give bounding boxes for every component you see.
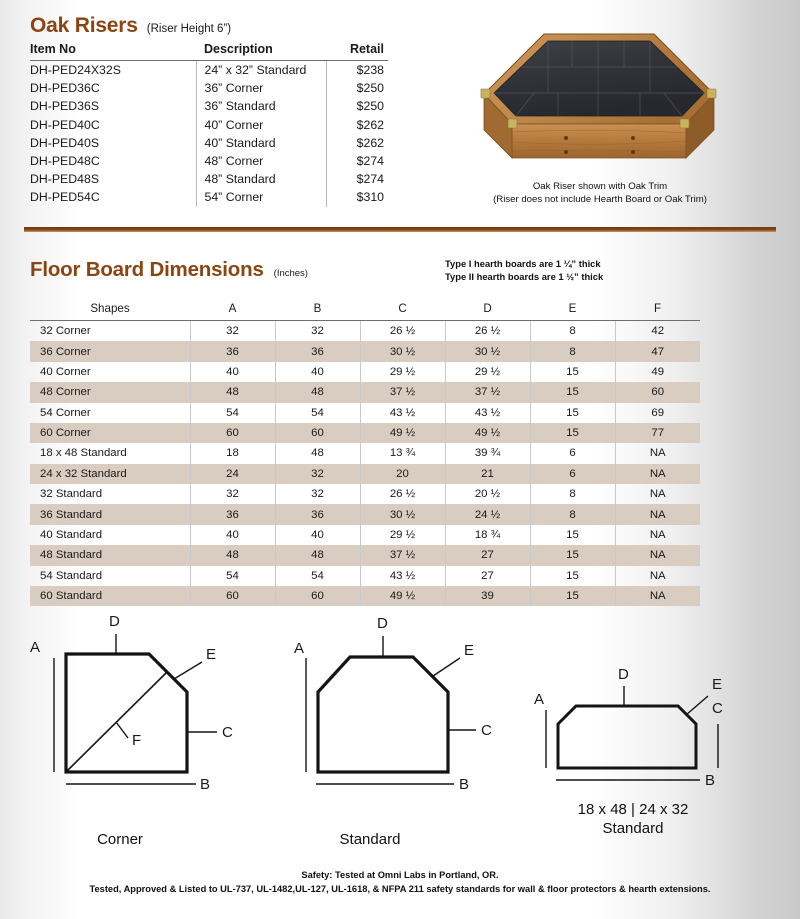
cell-c: 37 ½	[360, 545, 445, 565]
units-note: (Inches)	[273, 268, 308, 279]
column-header-shapes: Shapes	[30, 302, 190, 321]
cell-shape: 60 Corner	[30, 423, 190, 443]
cell-a: 24	[190, 464, 275, 484]
oak-riser-photo	[448, 18, 748, 178]
diagram-standard-label-b: B	[459, 776, 470, 793]
table-row	[30, 484, 700, 504]
cell-f: 47	[615, 341, 700, 361]
cell-f: 49	[615, 362, 700, 382]
cell-e: 15	[530, 423, 615, 443]
cell-b: 48	[275, 545, 360, 565]
photo-caption	[440, 181, 760, 206]
table-row	[30, 321, 700, 342]
cell-b: 40	[275, 525, 360, 545]
cell-f: NA	[615, 545, 700, 565]
cell-shape: 32 Corner	[40, 325, 91, 338]
table-row	[30, 134, 388, 152]
floor-board-heading	[30, 258, 308, 282]
cell-d: 39	[445, 586, 530, 606]
cell-retail: $262	[326, 116, 388, 134]
column-header-a: A	[190, 302, 275, 321]
cell-retail: $274	[326, 170, 388, 188]
type-note-line1: Type I hearth boards are 1 ¼” thick	[445, 258, 601, 269]
cell-retail: $262	[326, 134, 388, 152]
cell-c: 29 ½	[360, 362, 445, 382]
cell-a: 36	[190, 341, 275, 361]
column-header-e: E	[530, 302, 615, 321]
cell-b: 60	[275, 586, 360, 606]
table-row	[30, 403, 700, 423]
cell-b: 40	[275, 362, 360, 382]
diagram-corner-label-b: B	[200, 776, 211, 793]
cell-shape: 60 Standard	[30, 586, 190, 606]
cell-e: 15	[530, 403, 615, 423]
cell-e: 8	[530, 484, 615, 504]
table-row	[30, 423, 700, 443]
cell-b: 48	[275, 443, 360, 463]
cell-f: 77	[615, 423, 700, 443]
cell-d: 37 ½	[445, 382, 530, 402]
riser-height-note: (Riser Height 6”)	[146, 23, 232, 35]
diagram-corner-label-d: D	[109, 613, 120, 630]
cell-d: 26 ½	[445, 321, 530, 342]
cell-d: 49 ½	[445, 423, 530, 443]
cell-b: 48	[275, 382, 360, 402]
cell-e: 8	[530, 504, 615, 524]
cell-item-no: DH-PED24X32S	[30, 63, 121, 78]
table-row	[30, 97, 388, 115]
cell-f: NA	[615, 464, 700, 484]
oak-risers-section	[0, 0, 800, 215]
photo-caption-line2: (Riser does not include Hearth Board or Oak Trim)	[493, 193, 707, 205]
cell-f: NA	[615, 586, 700, 606]
cell-item-no: DH-PED40S	[30, 135, 100, 150]
cell-b: 32	[275, 484, 360, 504]
cell-item-no: DH-PED40C	[30, 117, 100, 132]
footer-line2: Tested, Approved & Listed to UL-737, UL-1482,UL-127, UL-1618, & NFPA 211 safety standards for wall & floor protectors & hearth extensions.	[89, 884, 711, 894]
cell-e: 15	[530, 362, 615, 382]
cell-e: 15	[530, 545, 615, 565]
cell-shape: 54 Standard	[40, 569, 103, 582]
table-row	[30, 61, 388, 80]
cell-shape: 48 Corner	[30, 382, 190, 402]
hearth-type-notes	[445, 258, 603, 283]
cell-description: 54” Corner	[196, 188, 326, 206]
cell-b: 60	[275, 423, 360, 443]
cell-e: 8	[530, 341, 615, 361]
cell-a: 54	[190, 403, 275, 423]
cell-c: 20	[360, 464, 445, 484]
shape-diagrams-section	[0, 606, 800, 856]
diagram-corner	[24, 612, 274, 817]
cell-item-no: DH-PED48C	[30, 154, 100, 169]
cell-shape: 18 x 48 Standard	[40, 447, 127, 460]
diagram-wide-standard-caption	[528, 800, 738, 838]
table-header-row	[30, 42, 388, 61]
cell-c: 26 ½	[360, 321, 445, 342]
table-row	[30, 586, 700, 606]
table-row	[30, 188, 388, 206]
cell-c: 26 ½	[360, 484, 445, 504]
oak-risers-heading	[30, 14, 231, 38]
cell-shape: 54 Corner	[40, 406, 91, 419]
diagram-wide-label-b: B	[705, 772, 716, 789]
cell-d: 27	[445, 545, 530, 565]
cell-a: 32	[190, 321, 275, 342]
cell-f: NA	[615, 484, 700, 504]
diagram-wide-label-d: D	[618, 666, 629, 683]
cell-d: 24 ½	[445, 504, 530, 524]
cell-description: 36” Corner	[196, 79, 326, 97]
cell-item-no: DH-PED48S	[30, 172, 100, 187]
cell-f: 42	[615, 321, 700, 342]
table-row	[30, 525, 700, 545]
cell-e: 6	[530, 464, 615, 484]
cell-shape: 40 Corner	[40, 365, 91, 378]
cell-retail: $250	[326, 79, 388, 97]
diagram-standard-label-c: C	[481, 722, 492, 739]
diagram-wide-label-a: A	[534, 691, 545, 708]
diagram-wide-standard	[528, 666, 778, 821]
cell-retail: $274	[326, 152, 388, 170]
diagram-standard-caption: Standard	[339, 831, 401, 848]
cell-a: 48	[190, 382, 275, 402]
cell-c: 49 ½	[360, 586, 445, 606]
diagram-corner-label-e: E	[206, 646, 217, 663]
diagram-standard-label-d: D	[377, 615, 388, 632]
cell-c: 43 ½	[360, 566, 445, 586]
cell-e: 15	[530, 566, 615, 586]
column-header-d: D	[445, 302, 530, 321]
diagram-corner-label-a: A	[30, 639, 41, 656]
cell-a: 48	[190, 545, 275, 565]
table-row	[30, 362, 700, 382]
cell-b: 36	[275, 504, 360, 524]
cell-d: 18 ¾	[445, 525, 530, 545]
table-row	[30, 170, 388, 188]
cell-description: 24” x 32” Standard	[196, 61, 326, 80]
cell-a: 40	[190, 525, 275, 545]
column-header-f: F	[615, 302, 700, 321]
cell-a: 32	[190, 484, 275, 504]
cell-b: 32	[275, 464, 360, 484]
column-header-c: C	[360, 302, 445, 321]
cell-item-no: DH-PED54C	[30, 190, 100, 205]
cell-shape: 40 Standard	[40, 528, 103, 541]
cell-description: 40” Corner	[196, 116, 326, 134]
cell-description: 48” Corner	[196, 152, 326, 170]
oak-risers-table-body	[30, 61, 388, 207]
table-row	[30, 79, 388, 97]
cell-retail: $238	[326, 61, 388, 80]
cell-a: 18	[190, 443, 275, 463]
cell-d: 27	[445, 566, 530, 586]
cell-shape: 32 Standard	[40, 488, 103, 501]
cell-f: NA	[615, 566, 700, 586]
cell-retail: $250	[326, 97, 388, 115]
cell-item-no: DH-PED36C	[30, 81, 100, 96]
cell-d: 30 ½	[445, 341, 530, 361]
section-title: Floor Board Dimensions	[30, 258, 264, 281]
cell-f: 69	[615, 403, 700, 423]
diagram-wide-label-c: C	[712, 700, 723, 717]
cell-b: 54	[275, 566, 360, 586]
cell-e: 8	[530, 321, 615, 342]
section-divider	[24, 227, 776, 232]
cell-retail: $310	[326, 188, 388, 206]
table-row	[30, 152, 388, 170]
cell-description: 40” Standard	[196, 134, 326, 152]
cell-d: 21	[445, 464, 530, 484]
diagram-standard	[288, 612, 528, 817]
column-header-b: B	[275, 302, 360, 321]
cell-d: 29 ½	[445, 362, 530, 382]
table-row	[30, 504, 700, 524]
table-row	[30, 341, 700, 361]
page-title: Oak Risers	[30, 14, 138, 37]
table-row	[30, 566, 700, 586]
table-row	[30, 545, 700, 565]
column-header-item-no: Item No	[30, 42, 196, 61]
photo-caption-line1: Oak Riser shown with Oak Trim	[532, 181, 668, 192]
cell-description: 36” Standard	[196, 97, 326, 115]
cell-a: 36	[190, 504, 275, 524]
cell-f: NA	[615, 504, 700, 524]
cell-shape: 24 x 32 Standard	[30, 464, 190, 484]
floor-board-table-body	[30, 321, 700, 607]
cell-a: 40	[190, 362, 275, 382]
oak-risers-table	[30, 42, 388, 207]
cell-c: 13 ¾	[360, 443, 445, 463]
cell-c: 30 ½	[360, 341, 445, 361]
cell-b: 32	[275, 321, 360, 342]
footer-line1: Safety: Tested at Omni Labs in Portland, OR.	[301, 870, 499, 880]
table-row	[30, 116, 388, 134]
cell-c: 49 ½	[360, 423, 445, 443]
cell-a: 60	[190, 423, 275, 443]
cell-c: 29 ½	[360, 525, 445, 545]
cell-b: 54	[275, 403, 360, 423]
floor-board-dimensions-table	[30, 302, 700, 606]
cell-f: 60	[615, 382, 700, 402]
cell-c: 37 ½	[360, 382, 445, 402]
diagram-corner-caption: Corner	[97, 831, 143, 848]
cell-shape: 36 Corner	[30, 341, 190, 361]
table-row	[30, 443, 700, 463]
safety-footer	[0, 868, 800, 896]
cell-c: 43 ½	[360, 403, 445, 423]
diagram-standard-label-a: A	[294, 640, 305, 657]
cell-f: NA	[615, 443, 700, 463]
cell-a: 60	[190, 586, 275, 606]
cell-c: 30 ½	[360, 504, 445, 524]
cell-shape: 36 Standard	[30, 504, 190, 524]
cell-item-no: DH-PED36S	[30, 99, 100, 114]
cell-d: 20 ½	[445, 484, 530, 504]
cell-d: 39 ¾	[445, 443, 530, 463]
diagram-wide-label-e: E	[712, 676, 723, 693]
diagram-standard-label-e: E	[464, 642, 475, 659]
table-row	[30, 464, 700, 484]
column-header-retail: Retail	[326, 42, 388, 61]
cell-a: 54	[190, 566, 275, 586]
cell-b: 36	[275, 341, 360, 361]
cell-e: 15	[530, 382, 615, 402]
table-header-row	[30, 302, 700, 321]
cell-d: 43 ½	[445, 403, 530, 423]
column-header-description: Description	[196, 42, 326, 61]
cell-description: 48” Standard	[196, 170, 326, 188]
diagram-wide-caption-line2: Standard	[602, 820, 664, 837]
cell-e: 6	[530, 443, 615, 463]
cell-shape: 48 Standard	[30, 545, 190, 565]
cell-f: NA	[615, 525, 700, 545]
diagram-corner-label-c: C	[222, 724, 233, 741]
cell-e: 15	[530, 586, 615, 606]
type-note-line2: Type II hearth boards are 1 ½” thick	[445, 270, 604, 282]
table-row	[30, 382, 700, 402]
diagram-wide-caption-line1: 18 x 48 | 24 x 32	[577, 801, 689, 818]
cell-e: 15	[530, 525, 615, 545]
diagram-corner-label-f: F	[132, 732, 142, 749]
